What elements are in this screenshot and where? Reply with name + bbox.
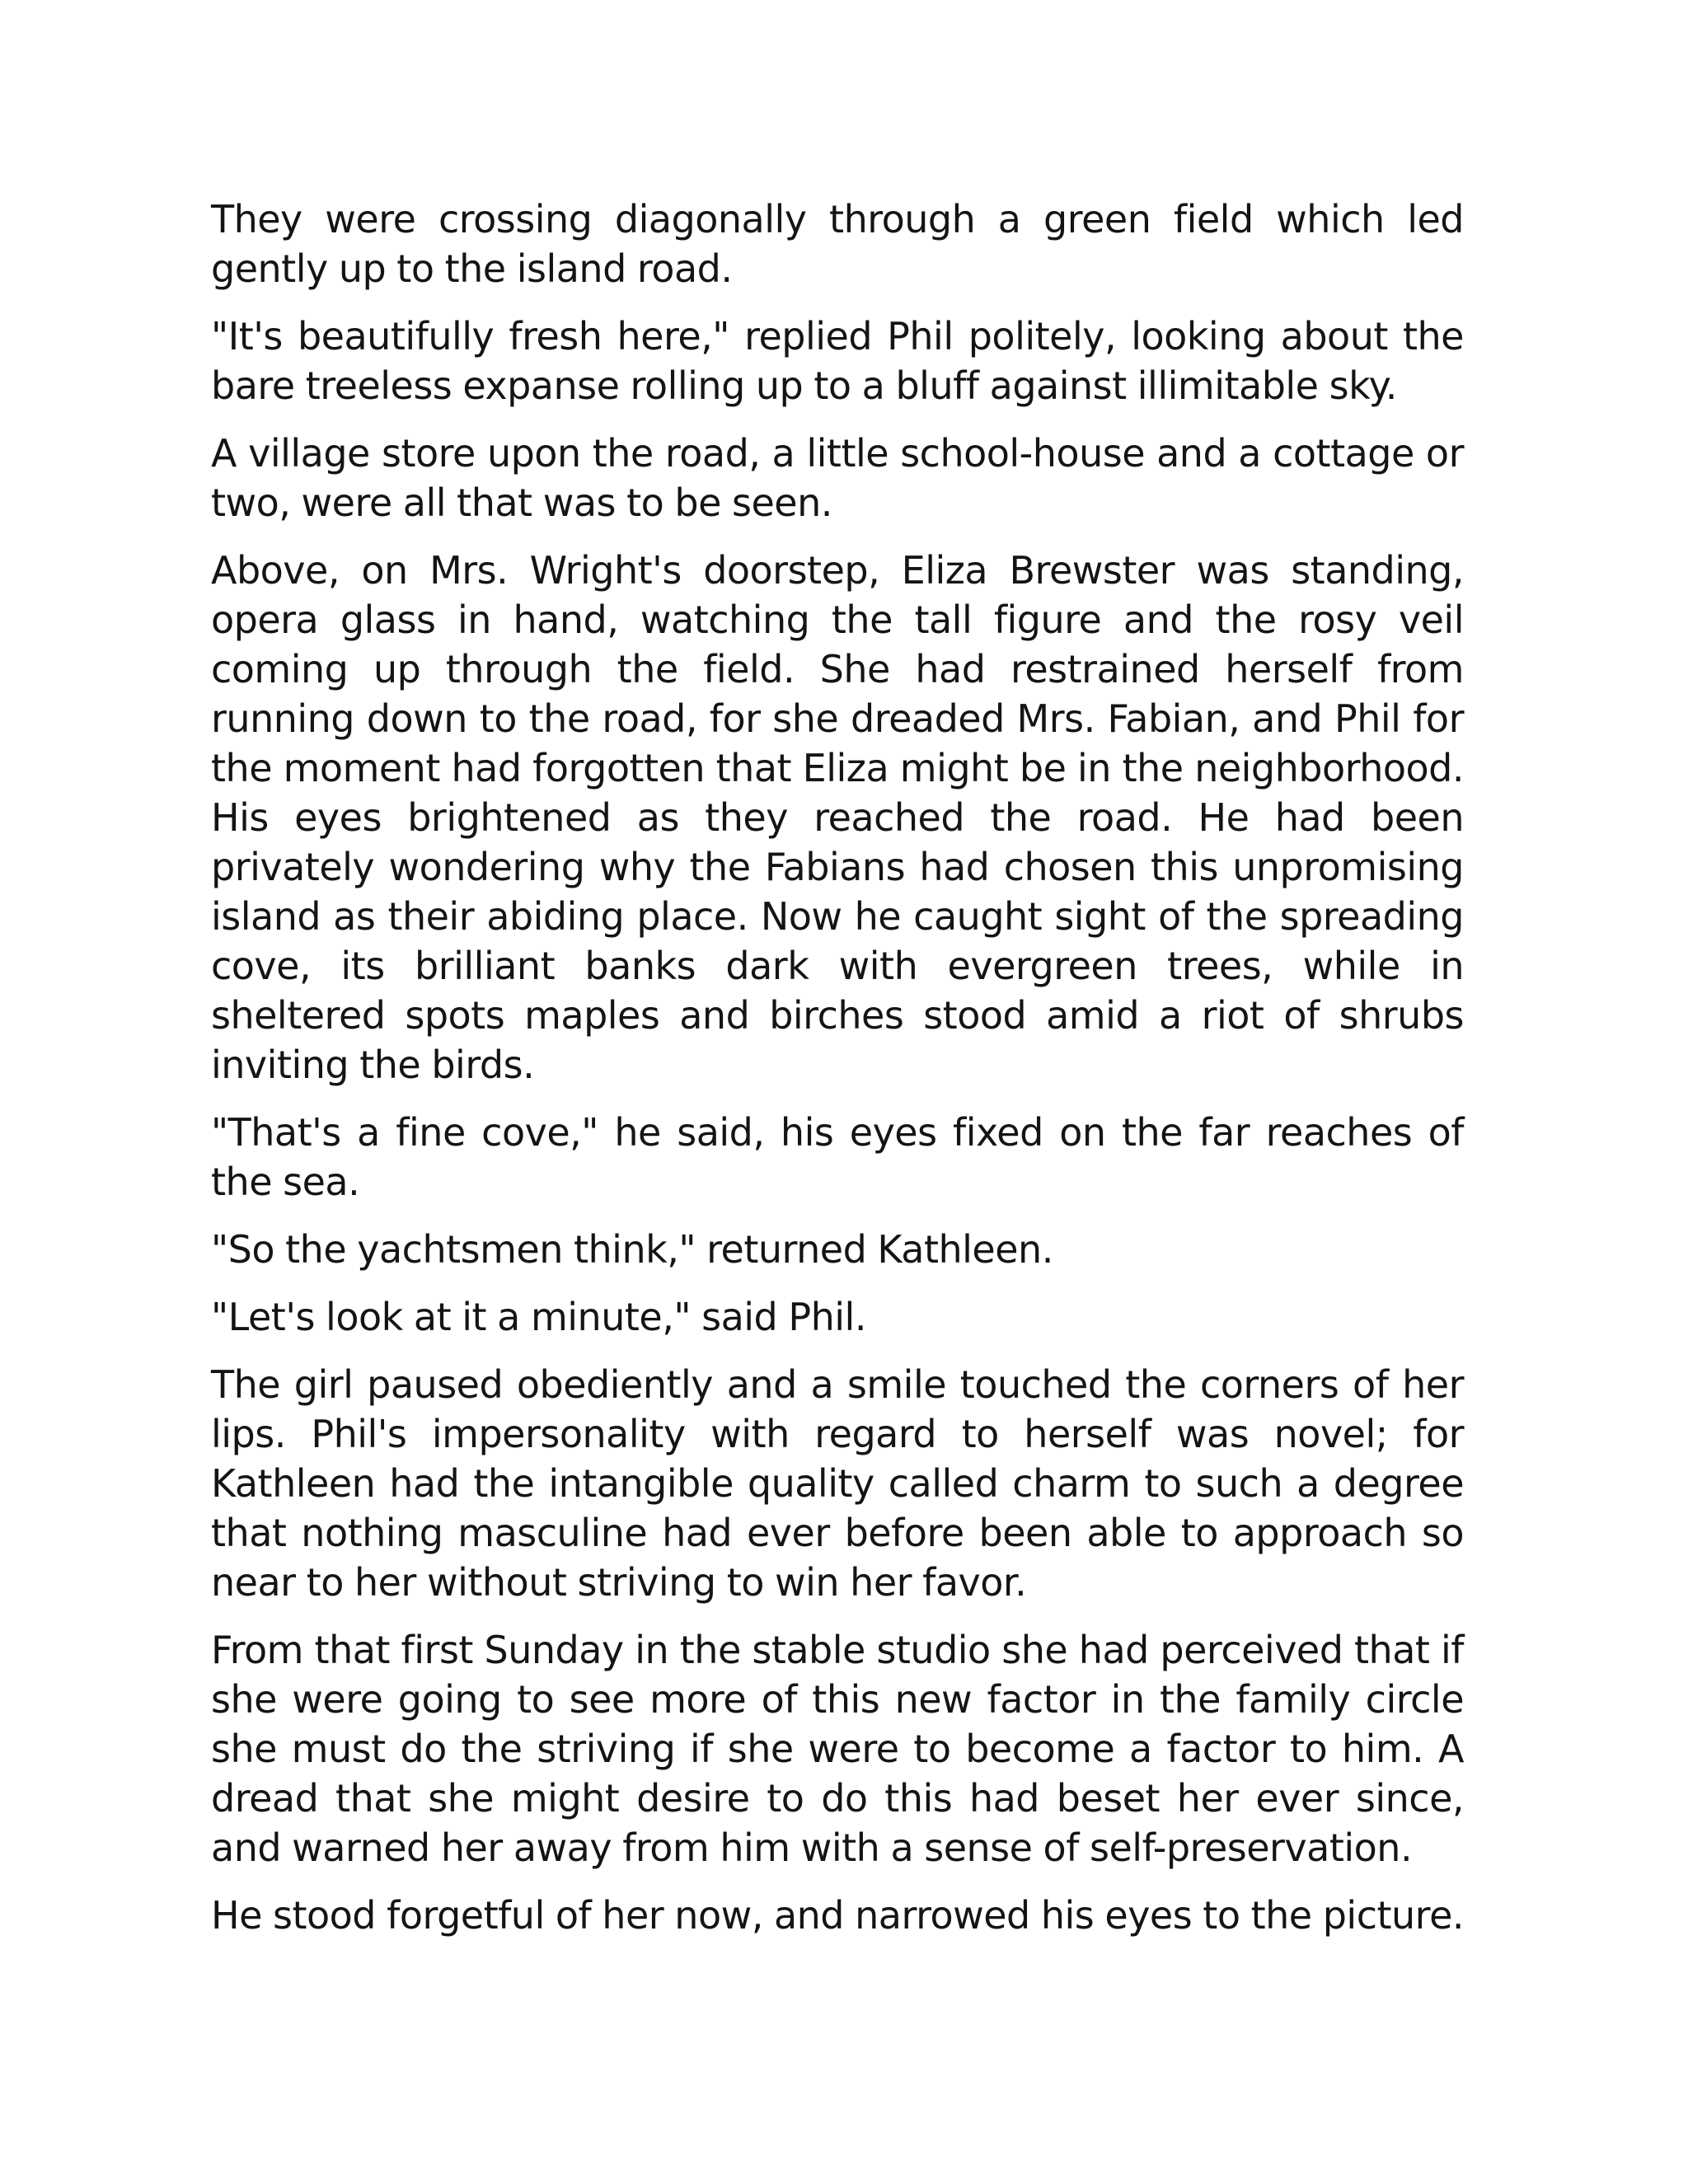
paragraph: They were crossing diagonally through a green field which led gently up to the island road. (211, 197, 1464, 291)
paragraph: "That's a fine cove," he said, his eyes fixed on the far reaches of the sea. (211, 1110, 1464, 1204)
paragraph: Above, on Mrs. Wright's doorstep, Eliza Brewster was standing, opera glass in hand, watching the tall figure and the rosy veil coming up through the field. She had restrained herself from running down to the road, for she dreaded Mrs. Fabian, and Phil for the moment had forgotten that Eliza might be in the neighborhood. His eyes brightened as they reached the road. He had been privately wondering why the Fabians had chosen this unpromising island as their abiding place. Now he caught sight of the spreading cove, its brilliant banks dark with evergreen trees, while in sheltered spots maples and birches stood amid a riot of shrubs inviting the birds. (211, 548, 1464, 1087)
paragraph: From that first Sunday in the stable studio she had perceived that if she were going to see more of this new factor in the family circle she must do the striving if she were to become a factor to him. A dread that she might desire to do this had beset her ever since, and warned her away from him with a sense of self-preservation. (211, 1628, 1464, 1870)
body-text (211, 194, 1464, 1958)
paragraph: "Let's look at it a minute," said Phil. (211, 1295, 866, 1339)
paragraph: A village store upon the road, a little school-house and a cottage or two, were all that was to be seen. (211, 431, 1464, 525)
paragraph: The girl paused obediently and a smile touched the corners of her lips. Phil's impersonality with regard to herself was novel; for Kathleen had the intangible quality called charm to such a degree that nothing masculine had ever before been able to approach so near to her without striving to win her favor. (211, 1362, 1464, 1605)
paragraph: "So the yachtsmen think," returned Kathleen. (211, 1227, 1053, 1272)
paragraph: He stood forgetful of her now, and narrowed his eyes to the picture. (211, 1893, 1464, 1938)
paragraph: "It's beautifully fresh here," replied Phil politely, looking about the bare treeless expanse rolling up to a bluff against illimitable sky. (211, 314, 1464, 408)
